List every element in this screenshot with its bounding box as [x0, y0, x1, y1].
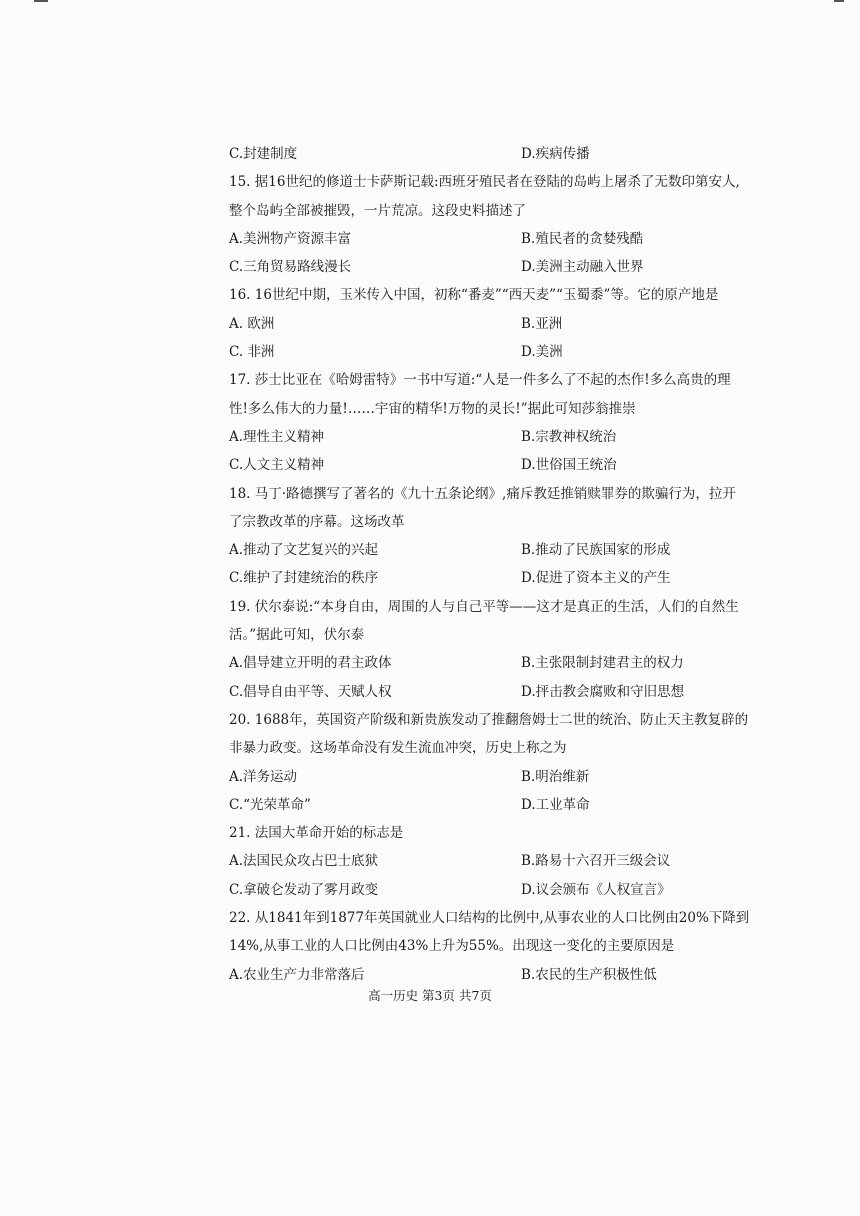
- option-c: C. 非洲: [229, 344, 275, 361]
- question-stem: 活。”据此可知，伏尔泰: [229, 627, 365, 644]
- question-stem: 22. 从1841年到1877年英国就业人口结构的比例中,从事农业的人口比例由20%下降到: [229, 910, 750, 927]
- option-a: A.美洲物产资源丰富: [229, 230, 352, 247]
- scan-mark: [34, 0, 48, 2]
- option-d: D.美洲主动融入世界: [521, 259, 644, 276]
- question-stem: 非暴力政变。这场革命没有发生流血冲突，历史上称之为: [229, 740, 567, 757]
- question-15: [229, 168, 801, 281]
- option-d: D.促进了资本主义的产生: [521, 570, 671, 587]
- question-14-options: [229, 140, 801, 168]
- option-d: D.疾病传播: [521, 146, 590, 162]
- question-21: [229, 819, 801, 904]
- option-row: [229, 847, 801, 875]
- option-row: [229, 791, 801, 819]
- question-19: [229, 593, 801, 706]
- option-c: C.拿破仑发动了雾月政变: [229, 881, 379, 898]
- option-c: C.维护了封建统治的秩序: [229, 570, 379, 587]
- option-row: [229, 763, 801, 791]
- page-footer: 高一历史 第3页 共7页: [368, 988, 492, 1003]
- option-d: D.抨击教会腐败和守旧思想: [521, 683, 685, 700]
- scan-mark: [834, 0, 844, 2]
- option-a: A.倡导建立开明的君主政体: [229, 655, 392, 672]
- option-row: [229, 678, 801, 706]
- question-list: [229, 140, 801, 989]
- option-row: [229, 338, 801, 366]
- question-stem: 17. 莎士比亚在《哈姆雷特》一书中写道:“人是一件多么了不起的杰作!多么高贵的理: [229, 372, 731, 389]
- question-stem: 14%,从事工业的人口比例由43%上升为55%。出现这一变化的主要原因是: [229, 938, 675, 955]
- option-a: A.农业生产力非常落后: [229, 966, 365, 983]
- option-b: B.路易十六召开三级会议: [521, 853, 671, 870]
- question-stem: 19. 伏尔泰说:“本身自由，周围的人与自己平等——这才是真正的生活，人们的自然生: [229, 598, 739, 615]
- question-stem: 21. 法国大革命开始的标志是: [229, 825, 404, 842]
- option-row: [229, 310, 801, 338]
- option-b: B.殖民者的贪婪残酷: [521, 230, 644, 247]
- option-c: C.倡导自由平等、天赋人权: [229, 683, 392, 700]
- option-d: D.工业革命: [521, 796, 590, 813]
- option-b: B.农民的生产积极性低: [521, 966, 657, 983]
- option-d: D.议会颁布《人权宣言》: [521, 881, 671, 898]
- option-d: D.世俗国王统治: [521, 457, 617, 474]
- option-row: [229, 876, 801, 904]
- option-row: [229, 649, 801, 677]
- question-stem: 性!多么伟大的力量!……宇宙的精华!万物的灵长!”据此可知莎翁推崇: [229, 400, 636, 417]
- question-17: [229, 366, 801, 479]
- option-c: C.封建制度: [229, 146, 298, 162]
- option-row: [229, 564, 801, 592]
- question-stem: 15. 据16世纪的修道士卡萨斯记载:西班牙殖民者在登陆的岛屿上屠杀了无数印第安人,: [229, 174, 740, 191]
- option-c: C.“光荣革命”: [229, 796, 311, 813]
- option-c: C.人文主义精神: [229, 457, 325, 474]
- option-row: [229, 536, 801, 564]
- question-18: [229, 480, 801, 593]
- option-a: A.推动了文艺复兴的兴起: [229, 542, 379, 559]
- question-16: [229, 281, 801, 366]
- option-b: B.亚洲: [521, 315, 563, 332]
- option-row: [229, 451, 801, 479]
- question-stem: 整个岛屿全部被摧毁，一片荒凉。这段史料描述了: [229, 202, 526, 219]
- question-stem: 20. 1688年，英国资产阶级和新贵族发动了推翻詹姆士二世的统治、防止天主教复辟的: [229, 711, 749, 728]
- question-22: [229, 904, 801, 989]
- option-a: A.法国民众攻占巴士底狱: [229, 853, 379, 870]
- option-row: [229, 225, 801, 253]
- option-row: [229, 423, 801, 451]
- question-stem: 16. 16世纪中期，玉米传入中国，初称“番麦”“西天麦”“玉蜀黍”等。它的原产地是: [229, 287, 719, 304]
- option-a: A.洋务运动: [229, 768, 298, 785]
- option-b: B.明治维新: [521, 768, 590, 785]
- option-d: D.美洲: [521, 344, 563, 361]
- question-stem: 了宗教改革的序幕。这场改革: [229, 513, 405, 530]
- option-row: [229, 253, 801, 281]
- option-row: [229, 961, 801, 989]
- option-a: A.理性主义精神: [229, 428, 325, 445]
- option-c: C.三角贸易路线漫长: [229, 259, 352, 276]
- option-b: B.主张限制封建君主的权力: [521, 655, 684, 672]
- question-20: [229, 706, 801, 819]
- question-stem: 18. 马丁·路德撰写了著名的《九十五条论纲》,痛斥教廷推销赎罪券的欺骗行为，拉开: [229, 485, 736, 502]
- option-b: B.推动了民族国家的形成: [521, 542, 671, 559]
- option-b: B.宗教神权统治: [521, 428, 617, 445]
- option-a: A. 欧洲: [229, 315, 275, 332]
